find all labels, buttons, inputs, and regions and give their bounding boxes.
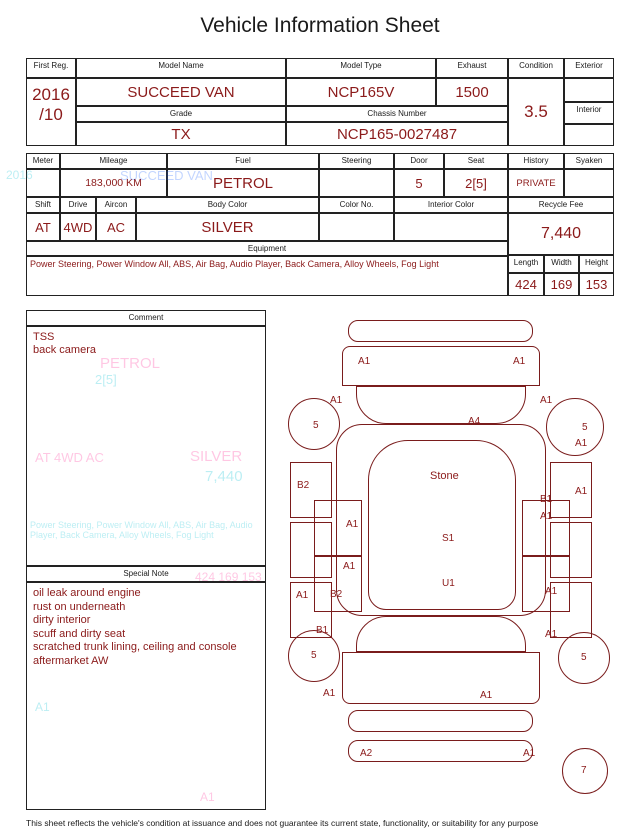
interior-label-cell xyxy=(564,102,614,124)
watermark-text: 424 169 153 xyxy=(195,570,262,584)
chassis-value-cell xyxy=(286,122,508,146)
shift-value: AT xyxy=(35,219,51,235)
damage-mark: A4 xyxy=(468,416,481,427)
body-color-label: Body Color xyxy=(207,200,248,209)
condition-value-cell xyxy=(508,78,564,146)
interior-condition-note: Stone xyxy=(430,470,459,482)
height-label: Height xyxy=(584,258,609,267)
hood xyxy=(342,346,540,386)
shift-value-cell xyxy=(26,213,60,241)
right-front-door xyxy=(522,500,570,556)
special-note-line-2: rust on underneath xyxy=(33,600,126,613)
meter-label-cell xyxy=(26,153,60,169)
model-name-label: Model Name xyxy=(158,61,204,70)
length-value-cell xyxy=(508,273,544,296)
damage-mark: A1 xyxy=(323,688,336,699)
damage-mark: S1 xyxy=(442,533,455,544)
damage-mark: 5 xyxy=(581,652,587,663)
comment-line-1: TSS xyxy=(33,331,55,343)
rear-bumper xyxy=(348,710,533,732)
mileage-value: 183,000 KM xyxy=(85,177,142,189)
body-color-value: SILVER xyxy=(201,218,254,236)
door-value: 5 xyxy=(415,175,423,191)
comment-label-cell xyxy=(26,310,266,326)
condition-value: 3.5 xyxy=(524,102,548,121)
fuel-label-cell xyxy=(167,153,319,169)
right-rear-door xyxy=(522,556,570,612)
exhaust-value-cell xyxy=(436,78,508,106)
damage-mark: A1 xyxy=(346,519,359,530)
damage-mark: B1 xyxy=(316,625,329,636)
steering-value-cell xyxy=(319,169,394,197)
aircon-label-cell xyxy=(96,197,136,213)
width-value-cell xyxy=(544,273,579,296)
rear-lower-bumper xyxy=(348,740,536,762)
damage-mark: A1 xyxy=(358,356,371,367)
first-reg-month: /10 xyxy=(39,105,63,124)
watermark-text: 2016 xyxy=(6,168,33,182)
damage-mark: B1 xyxy=(540,494,553,505)
watermark-text: A1 xyxy=(200,790,215,804)
windshield xyxy=(356,386,526,424)
condition-label-cell xyxy=(508,58,564,78)
condition-label: Condition xyxy=(519,61,553,70)
damage-mark: A1 xyxy=(540,511,553,522)
rear-window xyxy=(356,616,526,652)
recycle-fee-value: 7,440 xyxy=(540,225,582,242)
special-note-line-6: aftermarket AW xyxy=(33,654,109,667)
first-reg-label: First Reg. xyxy=(33,61,69,70)
aircon-label: Aircon xyxy=(104,200,128,209)
model-type-label-cell xyxy=(286,58,436,78)
exhaust-value: 1500 xyxy=(455,83,489,101)
meter-label: Meter xyxy=(32,156,54,165)
damage-mark: B2 xyxy=(330,589,343,600)
shift-label: Shift xyxy=(34,200,51,209)
damage-mark: 5 xyxy=(582,422,588,433)
model-name-label-cell xyxy=(76,58,286,78)
special-note-line-5: scratched trunk lining, ceiling and console xyxy=(33,641,237,653)
damage-mark: A2 xyxy=(360,748,373,759)
special-note-line-4: scuff and dirty seat xyxy=(33,627,126,640)
watermark-text: Power Steering, Power Window All, ABS, Air Bag, Audio Player, Back Camera, Alloy Wheels, Fog Light xyxy=(30,520,253,540)
history-label: History xyxy=(523,156,549,165)
watermark-text: SILVER xyxy=(190,448,243,465)
special-note-line-1: oil leak around engine xyxy=(33,587,141,599)
drive-label-cell xyxy=(60,197,96,213)
recycle-fee-label-cell xyxy=(508,197,614,213)
seat-label-cell xyxy=(444,153,508,169)
damage-mark: A1 xyxy=(545,586,558,597)
width-label-cell xyxy=(544,255,579,273)
equipment-value: Power Steering, Power Window All, ABS, Air Bag, Audio Player, Back Camera, Alloy Wheels, Fog Light xyxy=(30,259,439,269)
damage-mark: A1 xyxy=(540,395,553,406)
car-damage-diagram xyxy=(270,310,618,810)
first-reg-label-cell xyxy=(26,58,76,78)
color-no-value-cell xyxy=(319,213,394,241)
recycle-fee-value-cell xyxy=(508,213,614,255)
fuel-label: Fuel xyxy=(235,156,251,165)
height-label-cell xyxy=(579,255,614,273)
history-value-cell xyxy=(508,169,564,197)
drive-label: Drive xyxy=(68,200,88,209)
length-label-cell xyxy=(508,255,544,273)
watermark-text: 2[5] xyxy=(95,372,117,387)
door-label: Door xyxy=(410,156,428,165)
height-value-cell xyxy=(579,273,614,296)
model-name-value-cell xyxy=(76,78,286,106)
exterior-label: Exterior xyxy=(575,61,603,70)
watermark-text: AT 4WD AC xyxy=(35,450,104,465)
grade-value: TX xyxy=(171,125,191,143)
door-label-cell xyxy=(394,153,444,169)
comment-line-2: back camera xyxy=(33,344,96,356)
body-color-label-cell xyxy=(136,197,319,213)
interior-color-label: Interior Color xyxy=(427,200,475,209)
steering-label-cell xyxy=(319,153,394,169)
interior-color-value-cell xyxy=(394,213,508,241)
damage-mark: A1 xyxy=(296,590,309,601)
length-value: 424 xyxy=(515,277,537,292)
damage-mark: A1 xyxy=(545,629,558,640)
aircon-value-cell xyxy=(96,213,136,241)
seat-label: Seat xyxy=(467,156,485,165)
color-no-label-cell xyxy=(319,197,394,213)
equipment-label-cell xyxy=(26,241,508,256)
syaken-label: Syaken xyxy=(575,156,603,165)
door-value-cell xyxy=(394,169,444,197)
comment-label: Comment xyxy=(128,313,164,322)
damage-mark: A1 xyxy=(575,438,588,449)
fuel-value: PETROL xyxy=(212,174,273,192)
chassis-number-label: Chassis Number xyxy=(367,109,427,118)
drive-value-cell xyxy=(60,213,96,241)
body-color-value-cell xyxy=(136,213,319,241)
mileage-label-cell xyxy=(60,153,167,169)
history-value: PRIVATE xyxy=(516,177,556,189)
grade-label-cell xyxy=(76,106,286,122)
front-bumper xyxy=(348,320,533,342)
special-note-label: Special Note xyxy=(123,569,169,578)
first-reg-year: 2016 xyxy=(32,85,70,104)
length-label: Length xyxy=(513,258,539,267)
damage-mark: 5 xyxy=(313,420,319,431)
shift-label-cell xyxy=(26,197,60,213)
steering-label: Steering xyxy=(341,156,372,165)
damage-mark: A1 xyxy=(523,748,536,759)
grade-value-cell xyxy=(76,122,286,146)
equipment-value-cell xyxy=(26,256,508,296)
special-note-line-3: dirty interior xyxy=(33,614,91,626)
damage-mark: A1 xyxy=(480,690,493,701)
watermark-text: 7,440 xyxy=(205,468,243,485)
drive-value: 4WD xyxy=(63,219,93,235)
exhaust-label: Exhaust xyxy=(457,61,487,70)
aircon-value: AC xyxy=(106,219,126,235)
damage-mark: 7 xyxy=(581,765,587,776)
width-value: 169 xyxy=(550,277,573,292)
damage-mark: A1 xyxy=(513,356,526,367)
mileage-label: Mileage xyxy=(99,156,128,165)
model-type-value-cell xyxy=(286,78,436,106)
damage-mark: B2 xyxy=(297,480,310,491)
syaken-label-cell xyxy=(564,153,614,169)
recycle-fee-label: Recycle Fee xyxy=(538,200,584,209)
exterior-label-cell xyxy=(564,58,614,78)
equipment-label: Equipment xyxy=(247,244,287,253)
exterior-value-cell xyxy=(564,78,614,102)
chassis-number-value: NCP165-0027487 xyxy=(336,125,458,143)
watermark-text: SUCCEED VAN xyxy=(120,168,213,183)
watermark-text: PETROL xyxy=(100,355,161,372)
height-value: 153 xyxy=(585,277,608,292)
page-title: Vehicle Information Sheet xyxy=(200,14,440,37)
damage-mark: A1 xyxy=(330,395,343,406)
model-type-value: NCP165V xyxy=(327,83,395,101)
damage-mark: U1 xyxy=(442,578,455,589)
color-no-label: Color No. xyxy=(339,200,374,209)
syaken-value-cell xyxy=(564,169,614,197)
special-note-box xyxy=(26,582,266,810)
exhaust-label-cell xyxy=(436,58,508,78)
first-reg-value-cell xyxy=(26,78,76,146)
damage-mark: A1 xyxy=(575,486,588,497)
interior-label: Interior xyxy=(576,105,602,114)
seat-value: 2[5] xyxy=(465,175,487,191)
watermark-text: A1 xyxy=(35,700,50,714)
footer-disclaimer: This sheet reflects the vehicle's condition at issuance and does not guarantee its current state, functionality, or suitability for any purpose xyxy=(26,818,539,828)
model-type-label: Model Type xyxy=(340,61,382,70)
interior-value-cell xyxy=(564,124,614,146)
damage-mark: 5 xyxy=(311,650,317,661)
damage-mark: A1 xyxy=(343,561,356,572)
history-label-cell xyxy=(508,153,564,169)
interior-color-label-cell xyxy=(394,197,508,213)
chassis-label-cell xyxy=(286,106,508,122)
trunk xyxy=(342,652,540,704)
grade-label: Grade xyxy=(169,109,193,118)
seat-value-cell xyxy=(444,169,508,197)
width-label: Width xyxy=(551,258,572,267)
model-name-value: SUCCEED VAN xyxy=(127,83,235,101)
